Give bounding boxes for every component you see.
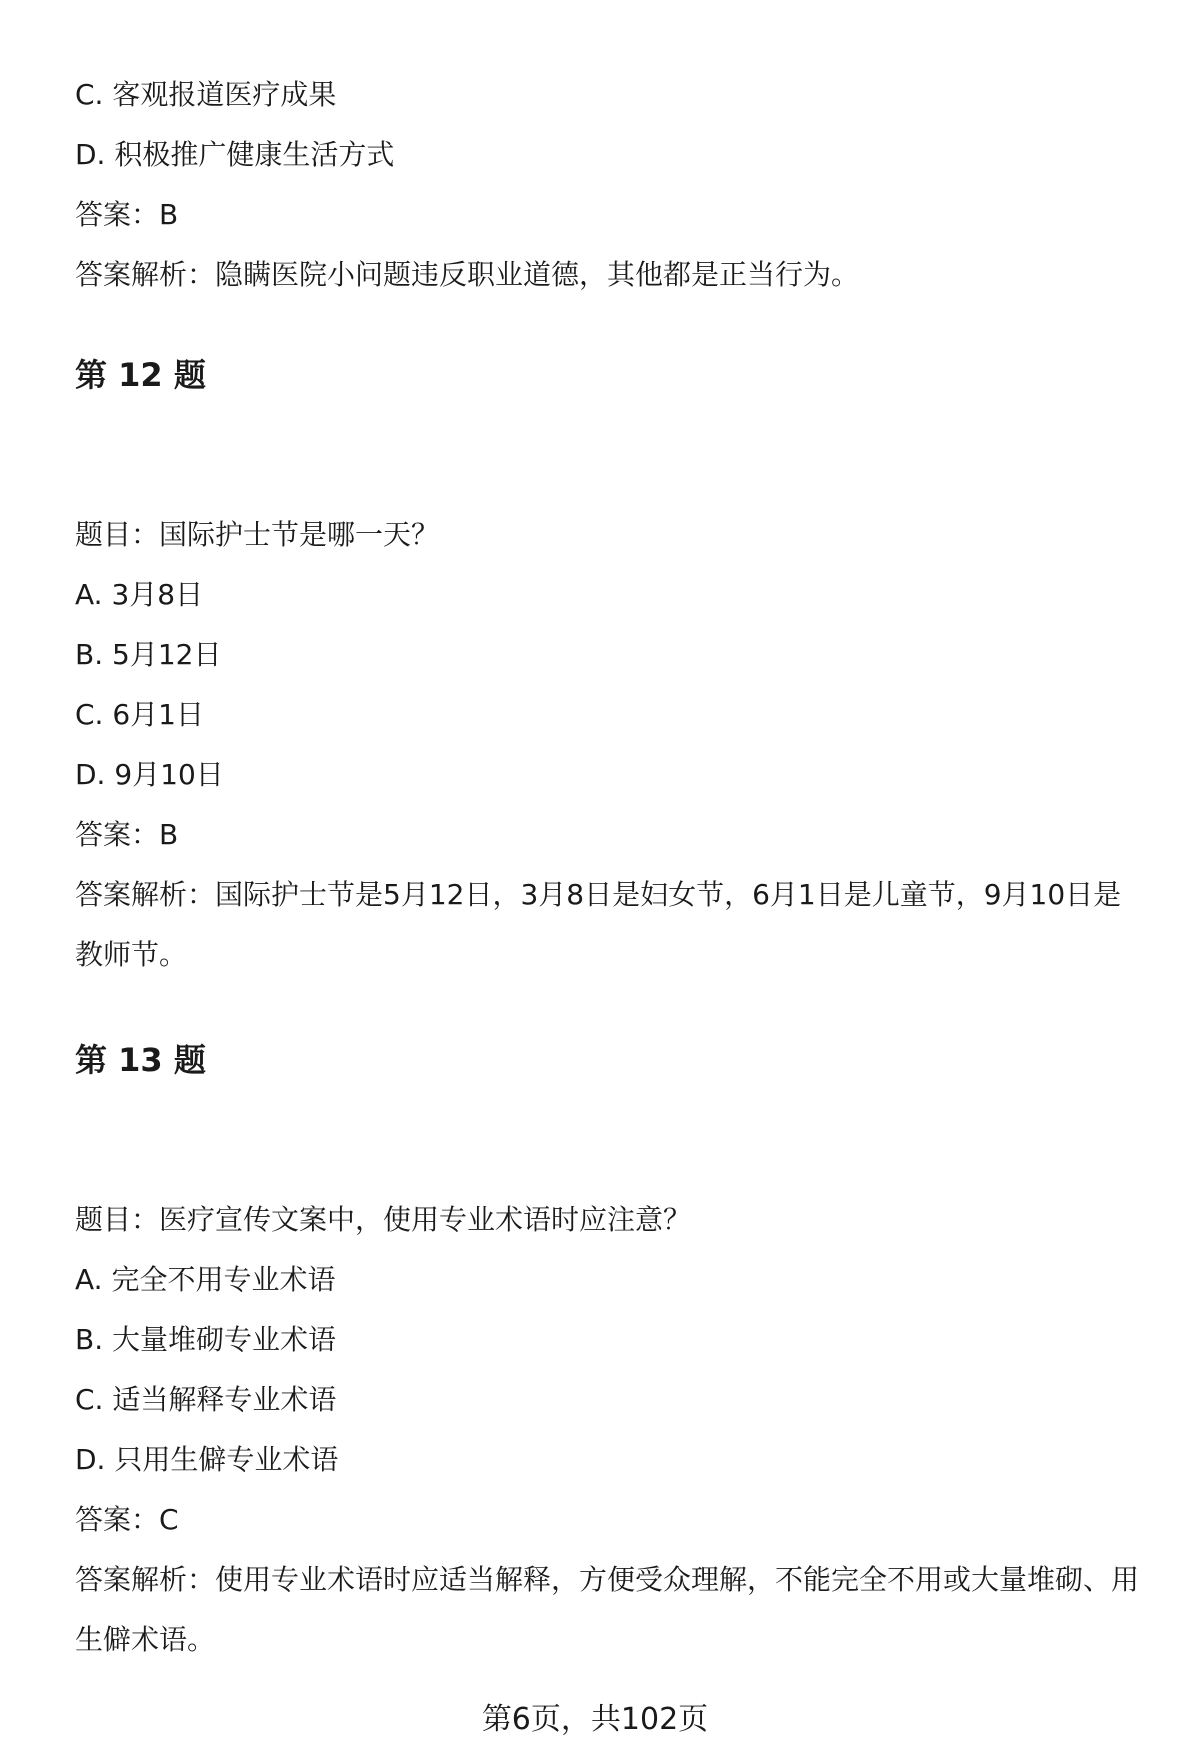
- question-13-option-b: B. 大量堆砌专业术语: [75, 1323, 337, 1356]
- question-13-option-a: A. 完全不用专业术语: [75, 1263, 336, 1296]
- option-d: D. 积极推广健康生活方式: [75, 138, 395, 171]
- question-13-explanation: 答案解析：使用专业术语时应适当解释，方便受众理解，不能完全不用或大量堆砌、用生僻术语。: [75, 1563, 1140, 1656]
- question-12-explanation: 答案解析：国际护士节是5月12日，3月8日是妇女节，6月1日是儿童节，9月10日是教师节。: [75, 878, 1122, 971]
- answer-explanation: 答案解析：隐瞒医院小问题违反职业道德，其他都是正当行为。: [75, 258, 860, 291]
- question-12-option-b: B. 5月12日: [75, 638, 222, 671]
- question-12-option-a: A. 3月8日: [75, 578, 204, 611]
- question-13-text: 题目：医疗宣传文案中，使用专业术语时应注意？: [75, 1203, 692, 1236]
- question-13-heading: 第 13 题: [75, 1041, 206, 1079]
- question-12-option-d: D. 9月10日: [75, 758, 224, 791]
- option-c: C. 客观报道医疗成果: [75, 78, 337, 111]
- question-12-option-c: C. 6月1日: [75, 698, 204, 731]
- question-13-option-d: D. 只用生僻专业术语: [75, 1443, 339, 1476]
- question-12-text: 题目：国际护士节是哪一天？: [75, 518, 440, 551]
- question-13-answer: 答案：C: [75, 1503, 179, 1536]
- page-number: 第6页，共102页: [481, 1702, 709, 1737]
- question-12-heading: 第 12 题: [75, 356, 206, 394]
- answer: 答案：B: [75, 198, 179, 231]
- question-12-answer: 答案：B: [75, 818, 179, 851]
- question-13-option-c: C. 适当解释专业术语: [75, 1383, 337, 1416]
